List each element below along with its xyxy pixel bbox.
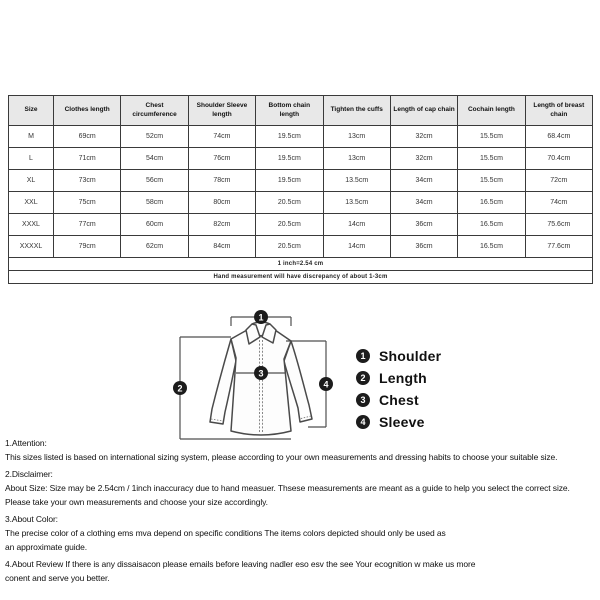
legend-number-badge: 3 <box>356 393 370 407</box>
note-line: This sizes listed is based on international sizing system, please according to your own measurements and dressing habits to choose your suitable size. <box>5 452 558 462</box>
table-cell: 78cm <box>188 170 255 192</box>
table-cell: M <box>9 126 54 148</box>
measurement-diagram-section <box>0 303 600 453</box>
legend-item <box>356 411 441 433</box>
table-cell: 82cm <box>188 214 255 236</box>
table-cell: 15.5cm <box>458 170 525 192</box>
table-cell: 13cm <box>323 126 390 148</box>
legend-label: Chest <box>379 392 419 408</box>
table-footnote-row <box>9 271 593 284</box>
table-cell: 34cm <box>390 170 457 192</box>
table-cell: 19.5cm <box>256 148 323 170</box>
table-cell: 71cm <box>54 148 121 170</box>
table-row <box>9 214 593 236</box>
note-line: conent and serve you better. <box>5 573 110 583</box>
legend-item <box>356 367 441 389</box>
note-section <box>5 436 599 464</box>
shirt-measurement-diagram <box>160 303 350 453</box>
legend-number-badge: 2 <box>356 371 370 385</box>
table-cell: 79cm <box>54 236 121 258</box>
table-cell: L <box>9 148 54 170</box>
note-line: The precise color of a clothing ems mva depend on specific conditions The items colors depicted should only be used as <box>5 528 446 538</box>
note-line: 4.About Review If there is any dissaisacon please emails before leaving nadler eso esv the see Your ecognition w make us more <box>5 559 476 569</box>
table-cell: 68.4cm <box>525 126 592 148</box>
table-cell: XXXL <box>9 214 54 236</box>
table-row <box>9 236 593 258</box>
table-cell: 36cm <box>390 236 457 258</box>
table-row <box>9 170 593 192</box>
length-marker-number: 2 <box>177 383 183 394</box>
note-line: an approximate guide. <box>5 542 88 552</box>
note-section <box>5 512 599 554</box>
column-header: Size <box>9 96 54 126</box>
table-cell: 70.4cm <box>525 148 592 170</box>
table-cell: 75cm <box>54 192 121 214</box>
table-cell: 16.5cm <box>458 214 525 236</box>
table-cell: 15.5cm <box>458 148 525 170</box>
column-header: Cochain length <box>458 96 525 126</box>
table-cell: 60cm <box>121 214 188 236</box>
table-cell: 72cm <box>525 170 592 192</box>
table-cell: 73cm <box>54 170 121 192</box>
legend-number-badge: 1 <box>356 349 370 363</box>
table-cell: 13.5cm <box>323 192 390 214</box>
size-table-footnotes <box>9 258 593 284</box>
legend-item <box>356 345 441 367</box>
table-cell: 32cm <box>390 126 457 148</box>
legend-number-badge: 4 <box>356 415 370 429</box>
column-header: Bottom chain length <box>256 96 323 126</box>
table-cell: 20.5cm <box>256 236 323 258</box>
table-cell: 62cm <box>121 236 188 258</box>
note-line: 2.Disclaimer: <box>5 469 53 479</box>
table-cell: 32cm <box>390 148 457 170</box>
note-line: Please take your own measurements and choose your size accordingly. <box>5 497 268 507</box>
table-cell: 77.6cm <box>525 236 592 258</box>
table-cell: 20.5cm <box>256 192 323 214</box>
table-cell: 69cm <box>54 126 121 148</box>
table-footnote-row <box>9 258 593 271</box>
sleeve-marker-number: 4 <box>323 379 329 390</box>
column-header: Length of breast chain <box>525 96 592 126</box>
size-table <box>8 95 593 284</box>
column-header: Chest circumference <box>121 96 188 126</box>
table-cell: 74cm <box>525 192 592 214</box>
column-header: Length of cap chain <box>390 96 457 126</box>
table-cell: 77cm <box>54 214 121 236</box>
table-cell: XXXXL <box>9 236 54 258</box>
note-section <box>5 557 599 585</box>
table-cell: 14cm <box>323 214 390 236</box>
footnote-cell: 1 inch=2.54 cm <box>9 258 593 271</box>
table-cell: XXL <box>9 192 54 214</box>
table-cell: 76cm <box>188 148 255 170</box>
table-cell: 58cm <box>121 192 188 214</box>
table-cell: 19.5cm <box>256 126 323 148</box>
table-cell: 52cm <box>121 126 188 148</box>
table-cell: 13.5cm <box>323 170 390 192</box>
shirt-body <box>231 330 291 435</box>
table-cell: 15.5cm <box>458 126 525 148</box>
table-cell: 13cm <box>323 148 390 170</box>
table-cell: 34cm <box>390 192 457 214</box>
table-cell: XL <box>9 170 54 192</box>
diagram-legend <box>356 345 441 433</box>
note-section <box>5 467 599 509</box>
legend-label: Length <box>379 370 427 386</box>
table-cell: 80cm <box>188 192 255 214</box>
table-cell: 16.5cm <box>458 192 525 214</box>
shoulder-marker-number: 1 <box>258 312 264 323</box>
table-cell: 84cm <box>188 236 255 258</box>
notes-section <box>5 436 599 588</box>
legend-item <box>356 389 441 411</box>
header-row <box>9 96 593 126</box>
table-cell: 36cm <box>390 214 457 236</box>
table-cell: 56cm <box>121 170 188 192</box>
size-table-body <box>9 126 593 258</box>
table-row <box>9 126 593 148</box>
column-header: Clothes length <box>54 96 121 126</box>
note-line: 3.About Color: <box>5 514 58 524</box>
chest-marker-number: 3 <box>258 368 264 379</box>
table-cell: 75.6cm <box>525 214 592 236</box>
table-cell: 16.5cm <box>458 236 525 258</box>
legend-label: Sleeve <box>379 414 425 430</box>
note-line: About Size: Size may be 2.54cm / 1inch inaccuracy due to hand measuer. Thsese measurements are meant as a guide to help you select the correct size. <box>5 483 570 493</box>
table-cell: 74cm <box>188 126 255 148</box>
column-header: Tighten the cuffs <box>323 96 390 126</box>
legend-label: Shoulder <box>379 348 442 364</box>
column-header: Shoulder Sleeve length <box>188 96 255 126</box>
table-cell: 54cm <box>121 148 188 170</box>
table-row <box>9 148 593 170</box>
table-cell: 19.5cm <box>256 170 323 192</box>
size-table-head <box>9 96 593 126</box>
table-cell: 14cm <box>323 236 390 258</box>
table-cell: 20.5cm <box>256 214 323 236</box>
table-row <box>9 192 593 214</box>
size-table-section <box>8 95 593 284</box>
note-line: 1.Attention: <box>5 438 47 448</box>
footnote-cell: Hand measurement will have discrepancy of about 1-3cm <box>9 271 593 284</box>
